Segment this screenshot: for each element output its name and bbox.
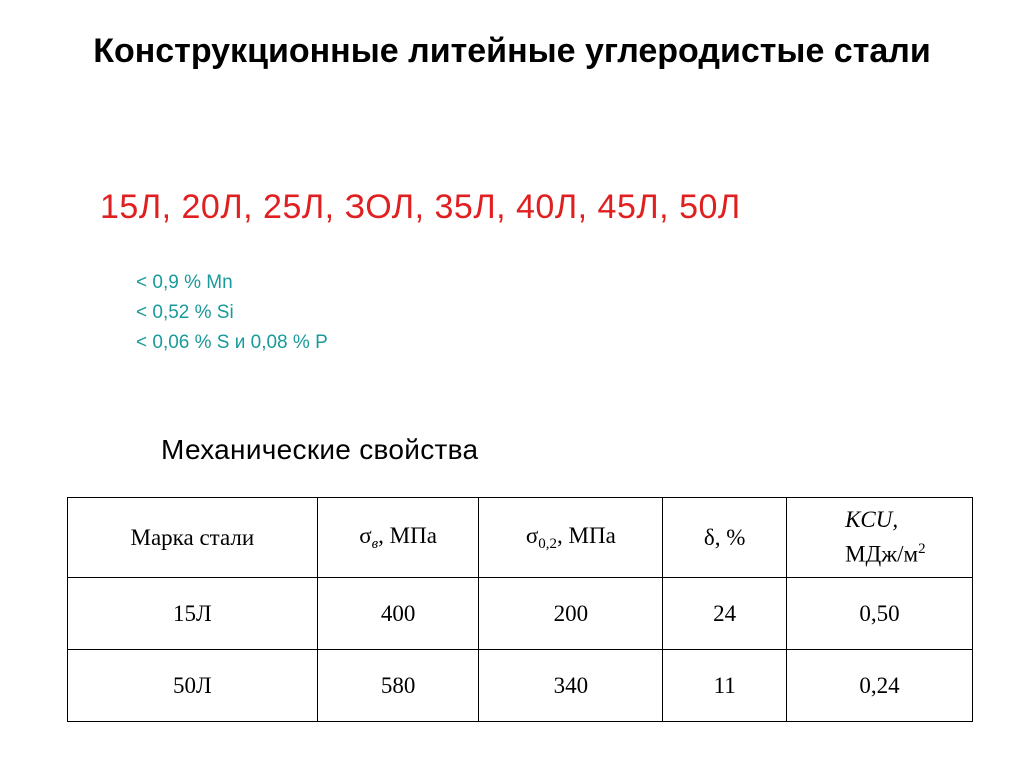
cell-kcu: 0,24 — [787, 650, 973, 722]
composition-item: < 0,9 % Mn — [136, 272, 233, 293]
header-sigma-b: $\sigma_в$, МПа — [317, 498, 479, 578]
cell-sigma-b: 580 — [317, 650, 479, 722]
cell-grade: 15Л — [68, 578, 318, 650]
composition-list — [136, 268, 328, 358]
header-sigma-02: $\sigma_{0,2}$, МПа — [479, 498, 663, 578]
cell-sigma-02: 200 — [479, 578, 663, 650]
page-title: Конструкционные литейные углеродистые стали — [93, 32, 931, 70]
table-header-row — [68, 498, 973, 578]
cell-kcu: 0,50 — [787, 578, 973, 650]
cell-delta: 24 — [663, 578, 787, 650]
section-heading: Механические свойства — [161, 434, 479, 465]
mechanical-properties-table — [67, 497, 973, 722]
header-delta: δ, % — [663, 498, 787, 578]
table-row — [68, 650, 973, 722]
table-row — [68, 578, 973, 650]
cell-delta: 11 — [663, 650, 787, 722]
composition-item: < 0,52 % Si — [136, 302, 234, 323]
cell-grade: 50Л — [68, 650, 318, 722]
cell-sigma-b: 400 — [317, 578, 479, 650]
steel-grades-list: 15Л, 20Л, 25Л, ЗОЛ, 35Л, 40Л, 45Л, 50Л — [100, 188, 741, 226]
header-grade: Марка стали — [68, 498, 318, 578]
header-kcu: KCU, МДж/$м^2$ — [787, 498, 973, 578]
cell-sigma-02: 340 — [479, 650, 663, 722]
composition-item: < 0,06 % S и 0,08 % P — [136, 332, 328, 353]
